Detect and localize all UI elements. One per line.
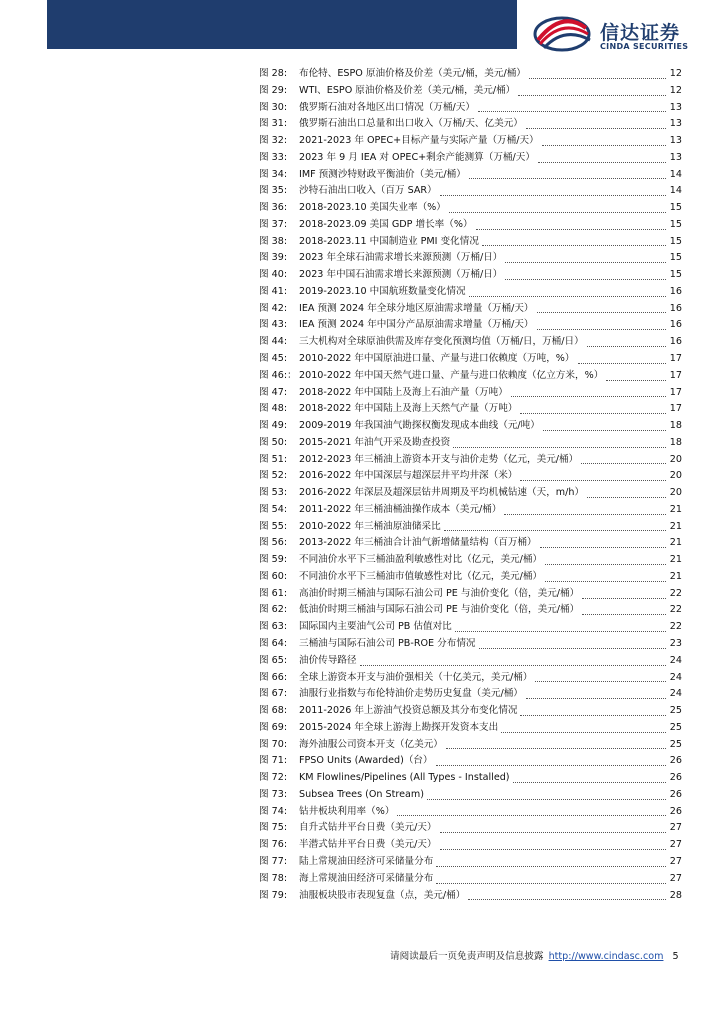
toc-dot-leader bbox=[545, 560, 666, 565]
toc-entry-page: 25 bbox=[669, 738, 682, 750]
toc-entry[interactable] bbox=[259, 334, 682, 351]
toc-entry[interactable] bbox=[259, 183, 682, 200]
toc-entry-title: 钻井板块利用率（%） bbox=[299, 805, 395, 817]
toc-dot-leader bbox=[511, 392, 666, 397]
toc-entry[interactable] bbox=[259, 401, 682, 418]
toc-entry[interactable] bbox=[259, 284, 682, 301]
toc-entry-page: 26 bbox=[669, 755, 682, 767]
toc-dot-leader bbox=[529, 74, 666, 79]
toc-dot-leader bbox=[468, 895, 666, 900]
toc-entry-page: 15 bbox=[669, 269, 682, 281]
toc-dot-leader bbox=[582, 610, 666, 615]
toc-entry-label: 图 64: bbox=[259, 638, 288, 650]
toc-entry-page: 20 bbox=[669, 453, 682, 465]
toc-entry[interactable] bbox=[259, 871, 682, 888]
toc-entry-page: 26 bbox=[669, 805, 682, 817]
website-link[interactable]: http://www.cindasc.com bbox=[548, 951, 664, 962]
toc-entry-page: 16 bbox=[669, 302, 682, 314]
toc-dot-leader bbox=[501, 728, 666, 733]
toc-entry-title: 三桶油与国际石油公司 PB-ROE 分布情况 bbox=[299, 638, 476, 650]
toc-dot-leader bbox=[449, 208, 666, 213]
toc-entry-title: 布伦特、ESPO 原油价格及价差（美元/桶，美元/桶） bbox=[299, 67, 526, 79]
toc-entry-page: 27 bbox=[669, 872, 682, 884]
logo-text-en: CINDA SECURITIES bbox=[600, 42, 689, 51]
toc-entry[interactable] bbox=[259, 636, 682, 653]
toc-entry[interactable] bbox=[259, 234, 682, 251]
toc-entry-label: 图 33: bbox=[259, 151, 288, 163]
toc-entry-label: 图 65: bbox=[259, 654, 288, 666]
toc-dot-leader bbox=[537, 325, 666, 330]
toc-entry-title: 高油价时期三桶油与国际石油公司 PE 与油价变化（倍，美元/桶） bbox=[299, 587, 580, 599]
toc-entry-page: 17 bbox=[669, 386, 682, 398]
toc-entry[interactable] bbox=[259, 569, 682, 586]
toc-dot-leader bbox=[505, 275, 666, 280]
toc-entry-title: 2015-2024 年全球上游海上勘探开发资本支出 bbox=[299, 721, 499, 733]
toc-entry-title: 2021-2023 年 OPEC+目标产量与实际产量（万桶/天） bbox=[299, 135, 539, 147]
toc-entry-label: 图 79: bbox=[259, 889, 288, 901]
toc-entry-title: 2012-2023 年三桶油上游资本开支与油价走势（亿元，美元/桶） bbox=[299, 453, 579, 465]
toc-entry-label: 图 53: bbox=[259, 487, 288, 499]
toc-entry-label: 图 35: bbox=[259, 185, 288, 197]
toc-entry[interactable] bbox=[259, 435, 682, 452]
toc-entry[interactable] bbox=[259, 670, 682, 687]
toc-entry-title: FPSO Units (Awarded)（台） bbox=[299, 755, 433, 767]
toc-entry-page: 17 bbox=[669, 403, 682, 415]
toc-entry[interactable] bbox=[259, 586, 682, 603]
toc-entry-title: 2010-2022 年中国天然气进口量、产量与进口依赖度（亿立方米，%） bbox=[299, 369, 604, 381]
toc-entry-page: 15 bbox=[669, 218, 682, 230]
toc-entry-page: 21 bbox=[669, 503, 682, 515]
toc-entry[interactable] bbox=[259, 468, 682, 485]
toc-entry-label: 图 52: bbox=[259, 470, 288, 482]
toc-dot-leader bbox=[535, 677, 666, 682]
toc-entry-page: 17 bbox=[669, 369, 682, 381]
toc-entry[interactable] bbox=[259, 720, 682, 737]
toc-entry-label: 图 71: bbox=[259, 755, 288, 767]
toc-entry-label: 图 40: bbox=[259, 269, 288, 281]
toc-entry-label: 图 34: bbox=[259, 168, 288, 180]
toc-dot-leader bbox=[587, 342, 666, 347]
toc-entry-label: 图 46:： bbox=[259, 369, 297, 381]
toc-entry[interactable] bbox=[259, 368, 682, 385]
toc-dot-leader bbox=[397, 811, 666, 816]
toc-entry-page: 22 bbox=[669, 587, 682, 599]
figure-index-list bbox=[259, 66, 682, 904]
toc-dot-leader bbox=[606, 376, 666, 381]
toc-entry-page: 26 bbox=[669, 772, 682, 784]
toc-entry-page: 26 bbox=[669, 788, 682, 800]
toc-dot-leader bbox=[469, 292, 666, 297]
toc-entry-title: 2011-2026 年上游油气投资总额及其分布变化情况 bbox=[299, 705, 518, 717]
toc-entry-label: 图 55: bbox=[259, 520, 288, 532]
toc-entry[interactable] bbox=[259, 66, 682, 83]
toc-entry-title: 2018-2023.10 美国失业率（%） bbox=[299, 202, 446, 214]
toc-entry-label: 图 62: bbox=[259, 604, 288, 616]
toc-entry-title: 油价传导路径 bbox=[299, 654, 357, 666]
toc-entry-title: 海上常规油田经济可采储量分布 bbox=[299, 872, 434, 884]
toc-dot-leader bbox=[455, 627, 666, 632]
toc-entry-page: 25 bbox=[669, 705, 682, 717]
toc-dot-leader bbox=[520, 711, 666, 716]
toc-entry-title: 2023 年中国石油需求增长来源预测（万桶/日） bbox=[299, 269, 503, 281]
toc-entry-label: 图 60: bbox=[259, 570, 288, 582]
toc-dot-leader bbox=[537, 308, 666, 313]
toc-entry[interactable] bbox=[259, 267, 682, 284]
toc-entry-title: 全球上游资本开支与油价强相关（十亿美元，美元/桶） bbox=[299, 671, 533, 683]
toc-entry[interactable] bbox=[259, 200, 682, 217]
toc-entry-label: 图 68: bbox=[259, 705, 288, 717]
toc-entry[interactable] bbox=[259, 452, 682, 469]
toc-entry-page: 12 bbox=[669, 84, 682, 96]
toc-entry[interactable] bbox=[259, 804, 682, 821]
toc-entry[interactable] bbox=[259, 100, 682, 117]
toc-entry-page: 15 bbox=[669, 252, 682, 264]
toc-entry-label: 图 66: bbox=[259, 671, 288, 683]
toc-entry-title: 低油价时期三桶油与国际石油公司 PE 与油价变化（倍，美元/桶） bbox=[299, 604, 580, 616]
toc-entry-title: KM Flowlines/Pipelines (All Types - Installed) bbox=[299, 772, 510, 784]
toc-entry-page: 13 bbox=[669, 101, 682, 113]
toc-entry-page: 14 bbox=[669, 168, 682, 180]
toc-entry[interactable] bbox=[259, 167, 682, 184]
toc-entry[interactable] bbox=[259, 351, 682, 368]
toc-entry-label: 图 56: bbox=[259, 537, 288, 549]
toc-entry-page: 20 bbox=[669, 487, 682, 499]
toc-entry[interactable] bbox=[259, 133, 682, 150]
toc-entry-page: 27 bbox=[669, 839, 682, 851]
toc-entry[interactable] bbox=[259, 619, 682, 636]
toc-entry-page: 16 bbox=[669, 319, 682, 331]
toc-dot-leader bbox=[440, 828, 666, 833]
toc-entry[interactable] bbox=[259, 485, 682, 502]
toc-entry[interactable] bbox=[259, 301, 682, 318]
toc-entry-page: 18 bbox=[669, 436, 682, 448]
toc-entry-label: 图 69: bbox=[259, 721, 288, 733]
toc-entry-title: 2023 年 9 月 IEA 对 OPEC+剩余产能测算（万桶/天） bbox=[299, 151, 535, 163]
toc-entry-title: 三大机构对全球原油供需及库存变化预测均值（万桶/日，万桶/日） bbox=[299, 336, 584, 348]
toc-entry[interactable] bbox=[259, 418, 682, 435]
toc-dot-leader bbox=[520, 476, 666, 481]
toc-entry-label: 图 38: bbox=[259, 235, 288, 247]
toc-dot-leader bbox=[453, 443, 666, 448]
toc-entry-page: 27 bbox=[669, 822, 682, 834]
toc-dot-leader bbox=[582, 594, 666, 599]
toc-entry[interactable] bbox=[259, 519, 682, 536]
toc-dot-leader bbox=[578, 359, 666, 364]
toc-entry[interactable] bbox=[259, 703, 682, 720]
toc-dot-leader bbox=[444, 526, 666, 531]
toc-entry-label: 图 61: bbox=[259, 587, 288, 599]
toc-entry-label: 图 42: bbox=[259, 302, 288, 314]
toc-entry-page: 21 bbox=[669, 537, 682, 549]
toc-entry-title: 俄罗斯石油出口总量和出口收入（万桶/天、亿美元） bbox=[299, 118, 523, 130]
toc-entry-label: 图 70: bbox=[259, 738, 288, 750]
toc-entry-title: 陆上常规油田经济可采储量分布 bbox=[299, 855, 434, 867]
toc-entry-title: 国际国内主要油气公司 PB 估值对比 bbox=[299, 621, 452, 633]
toc-dot-leader bbox=[436, 862, 666, 867]
toc-dot-leader bbox=[479, 644, 666, 649]
toc-entry-title: 2018-2022 年中国陆上及海上石油产量（万吨） bbox=[299, 386, 508, 398]
toc-entry-label: 图 36: bbox=[259, 202, 288, 214]
toc-entry[interactable] bbox=[259, 686, 682, 703]
toc-entry-label: 图 54: bbox=[259, 503, 288, 515]
toc-dot-leader bbox=[587, 493, 666, 498]
toc-entry-label: 图 41: bbox=[259, 285, 288, 297]
toc-entry-label: 图 63: bbox=[259, 621, 288, 633]
toc-entry-title: 2013-2022 年三桶油合计油气新增储量结构（百万桶） bbox=[299, 537, 537, 549]
toc-dot-leader bbox=[540, 543, 666, 548]
toc-entry[interactable] bbox=[259, 385, 682, 402]
toc-entry-page: 14 bbox=[669, 185, 682, 197]
toc-entry-label: 图 50: bbox=[259, 436, 288, 448]
toc-dot-leader bbox=[581, 459, 666, 464]
toc-entry-title: IMF 预测沙特财政平衡油价（美元/桶） bbox=[299, 168, 466, 180]
toc-entry-title: 2009-2019 年我国油气勘探权衡发现成本曲线（元/吨） bbox=[299, 420, 540, 432]
toc-entry[interactable] bbox=[259, 787, 682, 804]
toc-entry-label: 图 77: bbox=[259, 855, 288, 867]
toc-dot-leader bbox=[545, 577, 666, 582]
toc-entry-page: 16 bbox=[669, 336, 682, 348]
toc-dot-leader bbox=[526, 694, 666, 699]
toc-dot-leader bbox=[436, 879, 666, 884]
toc-entry[interactable] bbox=[259, 535, 682, 552]
toc-dot-leader bbox=[427, 795, 666, 800]
toc-entry-title: 油服行业指数与布伦特油价走势历史复盘（美元/桶） bbox=[299, 688, 523, 700]
toc-entry-title: 2016-2022 年中国深层与超深层井平均井深（米） bbox=[299, 470, 518, 482]
toc-entry-label: 图 74: bbox=[259, 805, 288, 817]
toc-entry-title: 不同油价水平下三桶油市值敏感性对比（亿元，美元/桶） bbox=[299, 570, 543, 582]
toc-entry-page: 21 bbox=[669, 570, 682, 582]
toc-entry[interactable] bbox=[259, 116, 682, 133]
toc-dot-leader bbox=[513, 778, 666, 783]
toc-entry-page: 25 bbox=[669, 721, 682, 733]
toc-entry-title: 俄罗斯石油对各地区出口情况（万桶/天） bbox=[299, 101, 475, 113]
toc-entry-page: 13 bbox=[669, 135, 682, 147]
toc-entry[interactable] bbox=[259, 250, 682, 267]
toc-dot-leader bbox=[543, 426, 666, 431]
toc-entry-label: 图 59: bbox=[259, 554, 288, 566]
toc-entry-label: 图 45: bbox=[259, 353, 288, 364]
cinda-logo-icon bbox=[532, 12, 592, 52]
toc-entry-label: 图 30: bbox=[259, 101, 288, 113]
toc-entry-title: 2015-2021 年油气开采及勘查投资 bbox=[299, 436, 451, 448]
toc-dot-leader bbox=[469, 174, 666, 179]
toc-entry[interactable] bbox=[259, 737, 682, 754]
toc-dot-leader bbox=[504, 510, 666, 515]
toc-entry-page: 24 bbox=[669, 654, 682, 666]
toc-entry-title: IEA 预测 2024 年中国分产品原油需求增量（万桶/天） bbox=[299, 319, 534, 331]
page-number: 5 bbox=[672, 951, 679, 962]
toc-entry-page: 22 bbox=[669, 621, 682, 633]
toc-entry-page: 20 bbox=[669, 470, 682, 482]
toc-entry-label: 图 43: bbox=[259, 319, 288, 331]
toc-dot-leader bbox=[538, 158, 666, 163]
toc-entry-label: 图 37: bbox=[259, 218, 288, 230]
toc-entry-page: 21 bbox=[669, 554, 682, 566]
toc-entry-page: 23 bbox=[669, 638, 682, 650]
toc-dot-leader bbox=[526, 124, 666, 129]
toc-entry-title: 油服板块股市表现复盘（点，美元/桶） bbox=[299, 889, 466, 901]
toc-dot-leader bbox=[440, 191, 666, 196]
toc-dot-leader bbox=[440, 845, 666, 850]
toc-entry-title: 自升式钻井平台日费（美元/天） bbox=[299, 822, 437, 834]
toc-entry[interactable] bbox=[259, 888, 682, 905]
toc-entry-label: 图 67: bbox=[259, 688, 288, 700]
toc-entry[interactable] bbox=[259, 603, 682, 620]
disclaimer-note: 请阅读最后一页免责声明及信息披露 bbox=[390, 951, 544, 962]
toc-entry-label: 图 47: bbox=[259, 386, 288, 398]
toc-entry-title: 2023 年全球石油需求增长来源预测（万桶/日） bbox=[299, 252, 503, 264]
toc-entry[interactable] bbox=[259, 770, 682, 787]
toc-entry-title: 半潜式钻井平台日费（美元/天） bbox=[299, 839, 437, 851]
toc-entry-label: 图 75: bbox=[259, 822, 288, 834]
toc-entry-page: 13 bbox=[669, 151, 682, 163]
toc-entry-title: WTI、ESPO 原油价格及价差（美元/桶，美元/桶） bbox=[299, 84, 516, 96]
toc-entry-page: 28 bbox=[669, 889, 682, 901]
toc-entry-label: 图 32: bbox=[259, 135, 288, 147]
toc-entry-title: 不同油价水平下三桶油盈利敏感性对比（亿元，美元/桶） bbox=[299, 554, 543, 566]
toc-entry-page: 17 bbox=[669, 353, 682, 364]
toc-dot-leader bbox=[518, 91, 666, 96]
toc-entry[interactable] bbox=[259, 317, 682, 334]
toc-entry-page: 18 bbox=[669, 420, 682, 432]
toc-entry[interactable] bbox=[259, 502, 682, 519]
toc-entry-page: 21 bbox=[669, 520, 682, 532]
toc-entry[interactable] bbox=[259, 820, 682, 837]
toc-entry-title: 2018-2022 年中国陆上及海上天然气产量（万吨） bbox=[299, 403, 518, 415]
toc-entry-title: 2016-2022 年深层及超深层钻井周期及平均机械钻速（天，m/h） bbox=[299, 487, 585, 499]
toc-entry-page: 15 bbox=[669, 235, 682, 247]
toc-entry-page: 16 bbox=[669, 285, 682, 297]
toc-entry-label: 图 72: bbox=[259, 772, 288, 784]
toc-dot-leader bbox=[360, 661, 666, 666]
toc-entry-label: 图 76: bbox=[259, 839, 288, 851]
toc-entry-label: 图 28: bbox=[259, 67, 288, 79]
toc-entry-page: 24 bbox=[669, 688, 682, 700]
toc-entry-page: 13 bbox=[669, 118, 682, 130]
toc-entry[interactable] bbox=[259, 83, 682, 100]
toc-entry[interactable] bbox=[259, 753, 682, 770]
toc-entry-title: 2011-2022 年三桶油桶油操作成本（美元/桶） bbox=[299, 503, 502, 515]
toc-entry-label: 图 48: bbox=[259, 403, 288, 415]
toc-entry-label: 图 49: bbox=[259, 420, 288, 432]
toc-entry-title: Subsea Trees (On Stream) bbox=[299, 788, 425, 800]
footer bbox=[390, 948, 690, 964]
toc-entry[interactable] bbox=[259, 653, 682, 670]
toc-entry-page: 27 bbox=[669, 855, 682, 867]
toc-dot-leader bbox=[482, 241, 666, 246]
cinda-logo bbox=[532, 12, 712, 52]
toc-dot-leader bbox=[542, 141, 666, 146]
toc-entry-page: 22 bbox=[669, 604, 682, 616]
toc-entry-title: 2010-2022 年中国原油进口量、产量与进口依赖度（万吨，%） bbox=[299, 353, 575, 364]
toc-entry-title: 海外油服公司资本开支（亿美元） bbox=[299, 738, 443, 750]
toc-entry[interactable] bbox=[259, 552, 682, 569]
toc-entry-title: 2019-2023.10 中国航班数量变化情况 bbox=[299, 285, 466, 297]
toc-entry-title: 2010-2022 年三桶油原油储采比 bbox=[299, 520, 441, 532]
toc-entry-page: 24 bbox=[669, 671, 682, 683]
toc-entry-title: 2018-2023.09 美国 GDP 增长率（%） bbox=[299, 218, 473, 230]
toc-dot-leader bbox=[478, 107, 666, 112]
toc-entry-label: 图 29: bbox=[259, 84, 288, 96]
toc-dot-leader bbox=[436, 761, 666, 766]
toc-dot-leader bbox=[520, 409, 666, 414]
toc-dot-leader bbox=[505, 258, 666, 263]
toc-entry[interactable] bbox=[259, 837, 682, 854]
toc-entry-title: IEA 预测 2024 年全球分地区原油需求增量（万桶/天） bbox=[299, 302, 534, 314]
toc-entry-page: 12 bbox=[669, 67, 682, 79]
toc-entry-label: 图 39: bbox=[259, 252, 288, 264]
toc-entry-page: 15 bbox=[669, 202, 682, 214]
toc-entry-label: 图 51: bbox=[259, 453, 288, 465]
header-bar bbox=[47, 0, 517, 49]
toc-dot-leader bbox=[446, 744, 666, 749]
toc-entry[interactable] bbox=[259, 217, 682, 234]
toc-entry-label: 图 73: bbox=[259, 788, 288, 800]
toc-entry[interactable] bbox=[259, 854, 682, 871]
toc-entry-label: 图 78: bbox=[259, 872, 288, 884]
toc-dot-leader bbox=[476, 225, 666, 230]
toc-entry-title: 沙特石油出口收入（百万 SAR） bbox=[299, 185, 437, 197]
toc-entry-title: 2018-2023.11 中国制造业 PMI 变化情况 bbox=[299, 235, 479, 247]
logo-text-cn: 信达证券 bbox=[600, 22, 681, 44]
toc-entry[interactable] bbox=[259, 150, 682, 167]
toc-entry-label: 图 31: bbox=[259, 118, 288, 130]
toc-entry-label: 图 44: bbox=[259, 336, 288, 348]
